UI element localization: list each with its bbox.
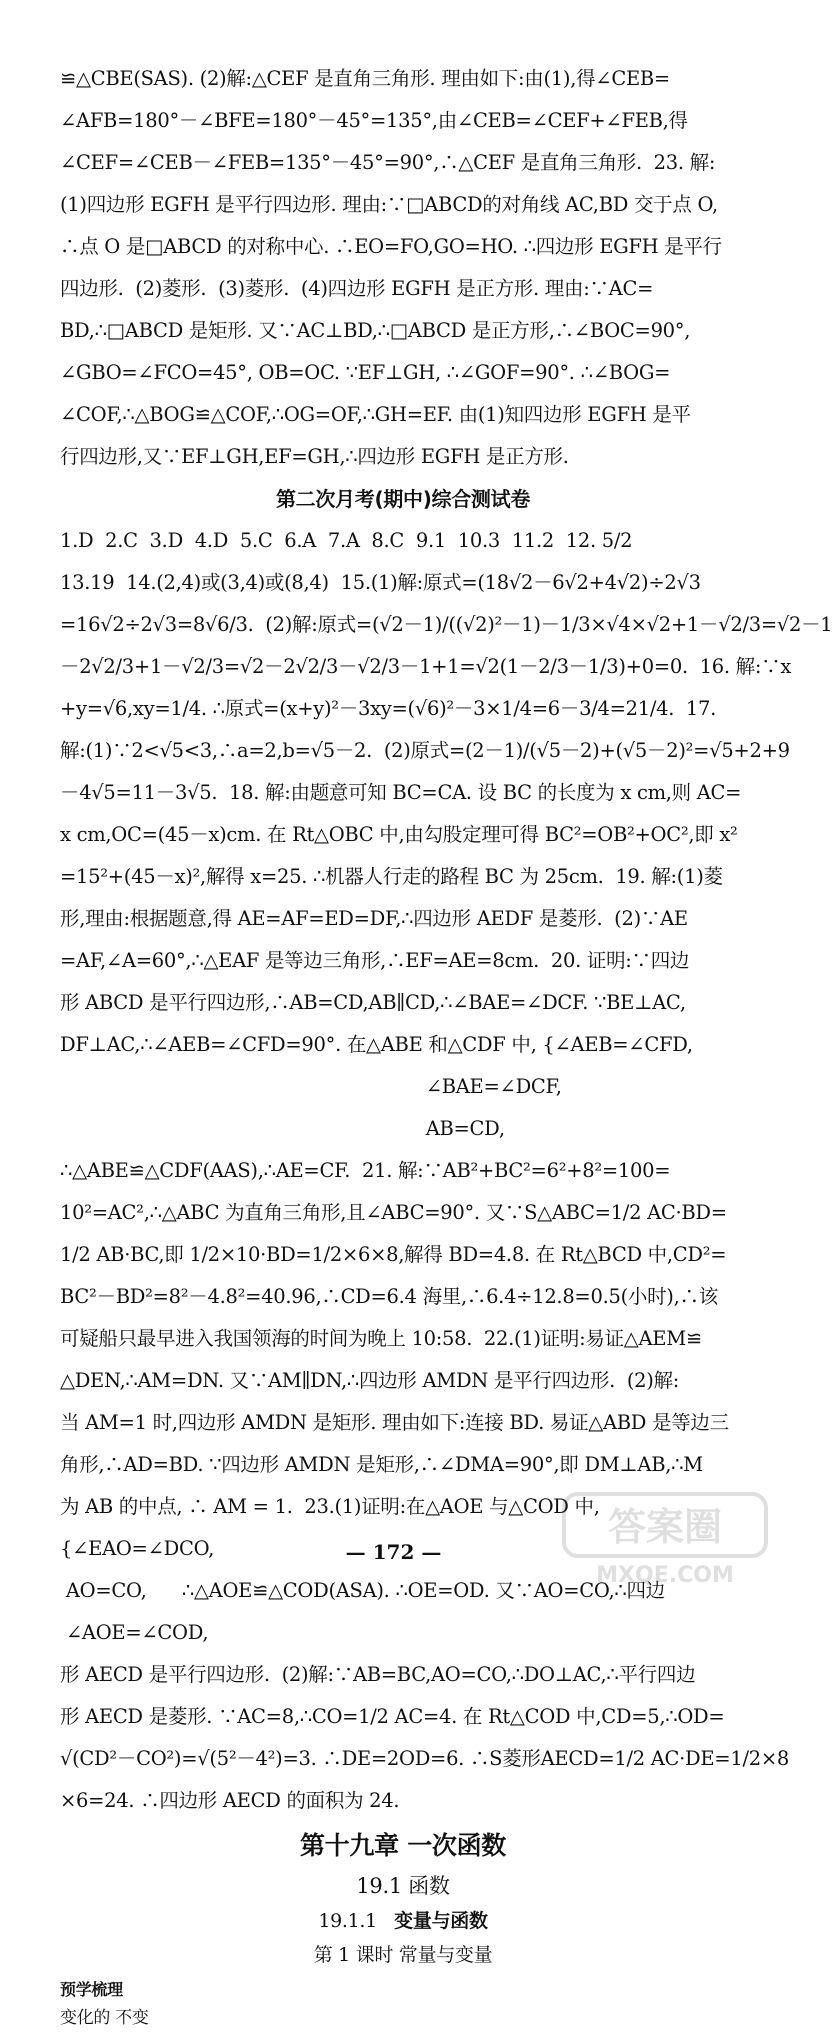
test-answer-line: ∠AOE=∠COD, xyxy=(60,1621,209,1644)
solution-block-2 xyxy=(60,520,832,1822)
test-answer-line: =AF,∠A=60°,∴△EAF 是等边三角形,∴EF=AE=8cm. 20. 证明:∵四边 xyxy=(60,949,690,972)
answer-page xyxy=(60,58,832,2032)
solution-line: ∠COF,∴△BOG≌△COF,∴OG=OF,∴GH=EF. 由(1)知四边形 EGFH 是平 xyxy=(60,403,691,426)
watermark-logo xyxy=(560,1490,770,1590)
section-title: 第二次月考(期中)综合测试卷 xyxy=(275,487,531,511)
subsection-title-1: 19.1 函数 xyxy=(356,1874,450,1898)
test-answer-line: ∠BAE=∠DCF, xyxy=(60,1075,562,1098)
test-answer-line: 形,理由:根据题意,得 AE=AF=ED=DF,∴四边形 AEDF 是菱形. (2)∵AE xyxy=(60,907,688,930)
test-answer-line: 1/2 AB·BC,即 1/2×10·BD=1/2×6×8,解得 BD=4.8. 在 Rt△BCD 中,CD²= xyxy=(60,1243,727,1266)
svg-text:答案圈: 答案圈 xyxy=(607,1505,723,1549)
page-number: — 172 — xyxy=(345,1540,442,1564)
subsection-name: 变量与函数 xyxy=(394,1910,488,1932)
test-answer-line: {∠EAO=∠DCO, xyxy=(60,1537,215,1560)
test-answer-line: √(CD²－CO²)=√(5²－4²)=3. ∴DE=2OD=6. ∴S菱形AECD=1/2 AC·DE=1/2×8 xyxy=(60,1747,789,1770)
test-answer-line: 形 AECD 是平行四边形. (2)解:∵AB=BC,AO=CO,∴DO⊥AC,∴平行四边 xyxy=(60,1663,696,1686)
solution-block-1 xyxy=(60,58,746,478)
test-answer-line: AB=CD, xyxy=(60,1117,505,1140)
test-answer-line: －4√5=11－3√5. 18. 解:由题意可知 BC=CA. 设 BC 的长度为 x cm,则 AC= xyxy=(60,781,742,804)
test-answer-line: x cm,OC=(45－x)cm. 在 Rt△OBC 中,由勾股定理可得 BC²=OB²+OC²,即 x² xyxy=(60,823,738,846)
test-answer-line: 为 AB 的中点, ∴ AM = 1. 23.(1)证明:在△AOE 与△COD 中, xyxy=(60,1495,600,1518)
test-answer-line: +y=√6,xy=1/4. ∴原式=(x+y)²－3xy=(√6)²－3×1/4=6－3/4=21/4. 17. xyxy=(60,697,717,720)
prestudy-heading: 预学梳理 xyxy=(60,1980,123,1999)
solution-line: ∠AFB=180°－∠BFE=180°－45°=135°,由∠CEB=∠CEF+∠FEB,得 xyxy=(60,109,688,132)
test-answer-line: 解:(1)∵2<√5<3,∴a=2,b=√5－2. (2)原式=(2－1)/(√5－2)+(√5－2)²=√5+2+9 xyxy=(60,739,790,762)
test-answer-line: 形 AECD 是菱形. ∵AC=8,∴CO=1/2 AC=4. 在 Rt△COD 中,CD=5,∴OD= xyxy=(60,1705,725,1728)
solution-line: 行四边形,又∵EF⊥GH,EF=GH,∴四边形 EGFH 是正方形. xyxy=(60,445,569,468)
test-answer-line: DF⊥AC,∴∠AEB=∠CFD=90°. 在△ABE 和△CDF 中, {∠AEB=∠CFD, xyxy=(60,1033,693,1056)
solution-line: 四边形. (2)菱形. (3)菱形. (4)四边形 EGFH 是正方形. 理由:∵AC= xyxy=(60,277,654,300)
test-answer-line: 10²=AC²,∴△ABC 为直角三角形,且∠ABC=90°. 又∵S△ABC=1/2 AC·BD= xyxy=(60,1201,727,1224)
lesson-title: 第 1 课时 常量与变量 xyxy=(313,1944,493,1966)
subsection-title-2 xyxy=(60,1904,746,1938)
test-answer-line: =16√2÷2√3=8√6/3. (2)解:原式=(√2－1)/((√2)²－1)－1/3×√4×√2+1－√2/3=√2－1 xyxy=(60,613,832,636)
solution-line: ∠GBO=∠FCO=45°, OB=OC. ∵EF⊥GH, ∴∠GOF=90°. ∴∠BOG= xyxy=(60,361,671,384)
test-answer-line: △DEN,∴AM=DN. 又∵AM∥DN,∴四边形 AMDN 是平行四边形. (2)解: xyxy=(60,1369,680,1392)
solution-line: ≌△CBE(SAS). (2)解:△CEF 是直角三角形. 理由如下:由(1),得∠CEB= xyxy=(60,67,670,90)
test-answer-line: －2√2/3+1－√2/3=√2－2√2/3－√2/3－1+1=√2(1－2/3－1/3)+0=0. 16. 解:∵x xyxy=(60,655,792,678)
test-answer-line: =15²+(45－x)²,解得 x=25. ∴机器人行走的路程 BC 为 25cm. 19. 解:(1)菱 xyxy=(60,865,723,888)
test-answer-line: ×6=24. ∴四边形 AECD 的面积为 24. xyxy=(60,1789,400,1812)
test-answer-line: 13.19 14.(2,4)或(3,4)或(8,4) 15.(1)解:原式=(18√2－6√2+4√2)÷2√3 xyxy=(60,571,701,594)
solution-line: (1)四边形 EGFH 是平行四边形. 理由:∵□ABCD的对角线 AC,BD 交于点 O, xyxy=(60,193,718,216)
chapter-title: 第十九章 一次函数 xyxy=(299,1831,506,1860)
test-answer-line: BC²－BD²=8²－4.8²=40.96,∴CD=6.4 海里,∴6.4÷12.8=0.5(小时),∴该 xyxy=(60,1285,718,1308)
test-answer-line: AO=CO, ∴△AOE≌△COD(ASA). ∴OE=OD. 又∵AO=CO,∴四边 xyxy=(60,1579,665,1602)
prestudy-answers: 变化的 不变 xyxy=(60,2008,149,2028)
subsection-number: 19.1.1 xyxy=(318,1910,377,1932)
test-answer-line: 角形,∴AD=BD. ∵四边形 AMDN 是矩形,∴∠DMA=90°,即 DM⊥AB,∴M xyxy=(60,1453,703,1476)
test-answer-line: 当 AM=1 时,四边形 AMDN 是矩形. 理由如下:连接 BD. 易证△ABD 是等边三 xyxy=(60,1411,729,1434)
solution-line: ∠CEF=∠CEB－∠FEB=135°－45°=90°,∴△CEF 是直角三角形. 23. 解: xyxy=(60,151,716,174)
watermark-stamp-icon xyxy=(560,1490,770,1590)
test-answer-line: 形 ABCD 是平行四边形,∴AB=CD,AB∥CD,∴∠BAE=∠DCF. ∵BE⊥AC, xyxy=(60,991,686,1014)
test-answer-line: ∴△ABE≌△CDF(AAS),∴AE=CF. 21. 解:∵AB²+BC²=6²+8²=100= xyxy=(60,1159,671,1182)
test-answer-line: 可疑船只最早进入我国领海的时间为晚上 10:58. 22.(1)证明:易证△AEM≌ xyxy=(60,1327,702,1350)
solution-line: BD,∴□ABCD 是矩形. 又∵AC⊥BD,∴□ABCD 是正方形,∴∠BOC=90°, xyxy=(60,319,691,342)
test-answer-line: 1.D 2.C 3.D 4.D 5.C 6.A 7.A 8.C 9.1 10.3 11.2 12. 5/2 xyxy=(60,529,633,552)
svg-text:MXQE.COM: MXQE.COM xyxy=(596,1563,734,1588)
solution-line: ∴点 O 是□ABCD 的对称中心. ∴EO=FO,GO=HO. ∴四边形 EGFH 是平行 xyxy=(60,235,722,258)
